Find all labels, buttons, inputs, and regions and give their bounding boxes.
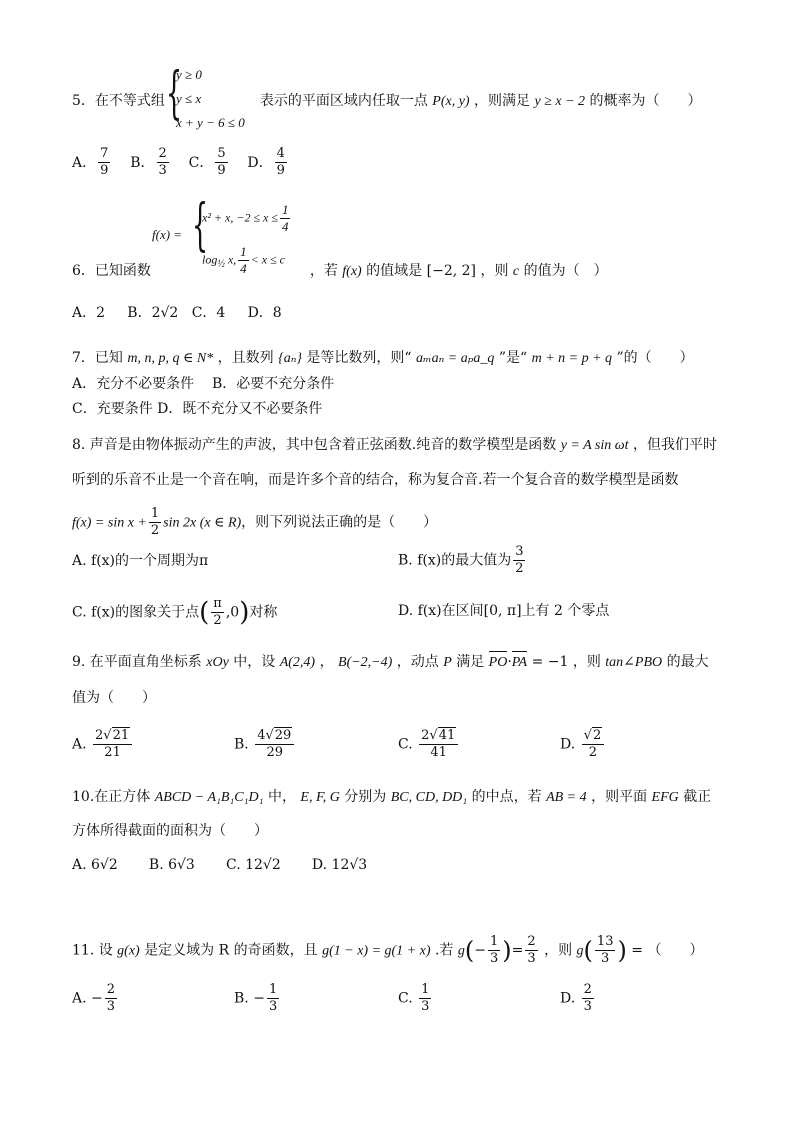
- q11-line-1: 11. 设 g(x) 是定义域为 R 的奇函数，且 g(1 − x) = g(1 + x) .若 g(− $\frac{1}{3}$ )= $\frac{2}{3}$ ，则 g( $\frac{13}{3}$ ) = （ ）: [72, 934, 704, 966]
- q9-b-den: 29: [266, 745, 284, 760]
- q11-val1-den: 3: [527, 951, 536, 966]
- q8-line-3: [72, 506, 437, 539]
- q9-c-rad: 41: [438, 728, 456, 743]
- q5-option-d-label: D．: [247, 154, 273, 171]
- q11-a-sign: −: [91, 990, 103, 1007]
- q11-a-frac: [105, 982, 117, 1015]
- q7-stem: [72, 349, 694, 368]
- q8-line1a: 8. 声音是由物体振动产生的声波，其中包含着正弦函数.纯音的数学模型是函数: [72, 437, 557, 453]
- q8-c-post: ,0: [225, 604, 240, 621]
- q10-ab: AB = 4: [546, 790, 587, 805]
- q8-option-c[interactable]: [72, 596, 277, 629]
- q9-vector-po: PO: [488, 655, 508, 670]
- q11-b-sign: −: [253, 990, 265, 1007]
- q11-line1d: ，则: [544, 942, 573, 959]
- q8-option-a[interactable]: A. f(x)的一个周期为π: [72, 553, 209, 569]
- q9-vector-pa: PA: [511, 655, 528, 670]
- q8-func-num: 1: [150, 506, 160, 521]
- q9-tan: tan∠PBO: [605, 655, 663, 670]
- q9-line1d: 满足: [456, 654, 485, 670]
- q7-condition-1: aₘaₙ = aₚa_q: [416, 351, 495, 366]
- q10-line-1: [72, 788, 711, 807]
- q5-option-d[interactable]: [247, 146, 289, 178]
- q9-line-1: [72, 653, 709, 672]
- q6-tail: 的值为（ ）: [523, 263, 608, 279]
- q5-b-num: 2: [158, 146, 167, 161]
- q6-piece2-tail: < x ≤ c: [250, 252, 286, 267]
- q11-arg2-den: 3: [601, 951, 610, 966]
- q9-sys: xOy: [206, 655, 229, 670]
- q11-d-label: D.: [560, 990, 576, 1007]
- q5-option-b-label: B．: [130, 154, 155, 171]
- q5-a-num: 7: [100, 146, 109, 161]
- q7-option-d[interactable]: D．既不充分又不必要条件: [157, 401, 323, 417]
- q7-mid3: ”是“: [498, 350, 528, 366]
- q11-lp1: (: [464, 936, 475, 965]
- q10-option-a[interactable]: A. 6√2: [72, 857, 118, 873]
- q11-g1: g: [457, 943, 465, 959]
- q5-option-c-label: C．: [188, 154, 214, 171]
- q7-condition-2: m + n = p + q: [531, 351, 613, 366]
- q5-b-den: 3: [158, 163, 167, 178]
- q9-line1e: ，则: [572, 654, 601, 670]
- q8-c-tail: 对称: [249, 604, 278, 621]
- q11-val1: [525, 934, 537, 967]
- q5-tail: 的概率为（ ）: [589, 93, 702, 109]
- q8-b-den: 2: [515, 561, 524, 576]
- q11-c-den: 3: [421, 999, 430, 1014]
- q11-arg1-den: 3: [489, 951, 499, 966]
- q8-option-d[interactable]: D. f(x)在区间[0, π]上有 2 个零点: [398, 603, 610, 619]
- q10-line1c: 分别为: [344, 789, 387, 805]
- q6-log-base: ½: [217, 258, 225, 270]
- q8-line1c: ，但我们平时: [633, 437, 717, 453]
- q6-brace: {: [192, 193, 209, 258]
- q9-a-rad: 21: [112, 728, 130, 743]
- q8-model: y = A sin ωt: [560, 438, 629, 453]
- q7-prefix: 7．已知: [72, 350, 123, 366]
- q6-option-b[interactable]: B．2√2: [127, 305, 179, 321]
- q9-b-frac: [255, 728, 294, 761]
- q6-piece1-frac: [280, 202, 291, 235]
- q6-piece1-text: x² + x, −2 ≤ x ≤: [202, 210, 278, 225]
- q5-option-b[interactable]: [130, 146, 171, 178]
- q5-ineq-2: y ≤ x: [176, 91, 202, 106]
- q6-piece1-den: 4: [281, 219, 289, 234]
- q9-line1b: 中，设: [233, 654, 276, 670]
- q8-c-num: π: [213, 596, 222, 611]
- q10-edges: BC, CD, DD₁: [390, 790, 468, 805]
- q5-option-c[interactable]: [188, 146, 230, 178]
- q9-point-p: P: [443, 655, 452, 670]
- q9-option-d[interactable]: [560, 728, 606, 761]
- q11-c-num: 1: [421, 982, 430, 997]
- q11-d-num: 2: [583, 982, 592, 997]
- q10-options: [72, 856, 367, 874]
- q9-line1a: 9. 在平面直角坐标系: [72, 654, 202, 670]
- q8-func-a: f(x) = sin x +: [72, 515, 147, 531]
- q7-option-b[interactable]: B．必要不充分条件: [211, 376, 335, 392]
- q9-option-b[interactable]: [234, 728, 296, 761]
- q9-c-num: 2√41: [419, 728, 458, 745]
- q7-seq: {aₙ}: [278, 351, 302, 366]
- q11-b-label: B.: [234, 990, 249, 1007]
- q9-d-num: √2: [582, 728, 605, 745]
- q11-line1b: 是定义域为 R 的奇函数，且: [144, 942, 318, 959]
- q8-line3c: ，则下列说法正确的是（ ）: [241, 514, 438, 531]
- q5-option-d-frac: [275, 146, 287, 179]
- q8-func-frac: [149, 506, 161, 539]
- q6-mid: ，若: [309, 263, 338, 279]
- q8-c-lparen: (: [199, 597, 210, 628]
- q5-option-a-label: A．: [72, 154, 97, 171]
- q8-option-b-frac: [513, 544, 525, 577]
- q6-fx: f(x): [342, 264, 362, 279]
- q6-piece1-num: 1: [281, 202, 289, 217]
- q11-g: g(x): [117, 943, 140, 959]
- q11-tail: = （ ）: [631, 942, 704, 959]
- q8-c-rparen: ): [239, 597, 250, 628]
- q6-range: [−2, 2]: [426, 263, 476, 279]
- q7-option-a[interactable]: A．充分不必要条件: [72, 376, 195, 392]
- q6-option-c[interactable]: C．4: [191, 305, 226, 321]
- q11-arg2-num: 13: [596, 934, 614, 949]
- q6-mid3: ，则: [480, 263, 509, 279]
- q9-b-coef: 4: [257, 728, 266, 743]
- q11-a-num: 2: [106, 982, 116, 997]
- q5-cond: y ≥ x − 2: [534, 94, 586, 109]
- q6-piece-1: [202, 202, 292, 235]
- q6-piece2-mid: x,: [227, 252, 237, 267]
- q10-pts: E, F, G: [300, 790, 340, 805]
- q6-options: [72, 304, 282, 322]
- q10-cube: ABCD − A₁B₁C₁D₁: [154, 790, 264, 805]
- q9-c-coef: 2: [421, 728, 430, 743]
- q5-a-den: 9: [100, 163, 109, 178]
- q8-option-b-text: B. f(x)的最大值为: [398, 552, 512, 569]
- q11-c-frac: [419, 982, 431, 1015]
- q6-stem: [72, 262, 608, 281]
- q7-set: m, n, p, q ∈ N*: [127, 351, 214, 366]
- q8-line-2: 听到的乐音不止是一个音在响，而是许多个音的结合，称为复合音.若一个复合音的数学模型是函数: [72, 472, 679, 488]
- q5-option-b-frac: [157, 146, 169, 179]
- q11-line1c: .若: [434, 942, 454, 959]
- q9-line-2: 值为（ ）: [72, 690, 156, 706]
- q10-line1b: 中，: [267, 789, 296, 805]
- q11-a-label: A.: [72, 990, 87, 1007]
- q11-rp1: ): [502, 936, 512, 965]
- q7-mid: ，且数列: [217, 350, 274, 366]
- q9-c-frac: [419, 728, 458, 761]
- q11-option-d[interactable]: [560, 982, 596, 1015]
- q5-options: [72, 146, 289, 179]
- q11-d-frac: [582, 982, 594, 1015]
- q9-eq: = −1: [531, 654, 569, 670]
- q6-piece2-num: 1: [240, 244, 247, 259]
- q10-line1f: 截正: [683, 789, 712, 805]
- q7-options-row-2: [72, 400, 322, 418]
- q9-c-den: 41: [430, 745, 447, 760]
- q5-d-num: 4: [276, 146, 285, 161]
- q5-ineq-1: y ≥ 0: [176, 67, 202, 82]
- q11-c-label: C.: [398, 990, 413, 1007]
- q10-option-b[interactable]: B. 6√3: [148, 857, 195, 873]
- q10-option-d[interactable]: D. 12√3: [311, 857, 368, 873]
- q5-prefix: 5．在不等式组: [72, 93, 165, 109]
- q6-c: c: [512, 264, 520, 279]
- q5-mid: 表示的平面区域内任取一点: [259, 93, 428, 109]
- q11-eq: g(1 − x) = g(1 + x): [322, 943, 431, 959]
- q10-line-2: 方体所得截面的面积为（ ）: [72, 823, 268, 839]
- q7-options-row-1: [72, 375, 334, 393]
- q5-option-a[interactable]: [72, 146, 112, 178]
- q5-brace: {: [166, 61, 183, 126]
- q11-arg2: [595, 934, 616, 967]
- q9-b-label: B.: [234, 736, 249, 753]
- q8-option-b[interactable]: [398, 544, 527, 577]
- q10-plane: EFG: [651, 790, 679, 805]
- q11-lp2: (: [583, 936, 593, 965]
- q9-a-coef: 2: [95, 728, 104, 743]
- q11-b-den: 3: [268, 999, 278, 1014]
- q8-func-b: sin 2x (x ∈ R): [163, 515, 242, 531]
- q9-line1c: ，动点: [396, 654, 439, 670]
- q9-d-rad: 2: [592, 728, 602, 743]
- q6-prefix: 6．已知函数: [72, 263, 151, 279]
- q11-arg1: [488, 934, 500, 967]
- q6-mid2: 的值域是: [366, 263, 423, 279]
- q11-option-b[interactable]: [234, 982, 281, 1015]
- q5-cond-pre: ，则满足: [474, 93, 531, 109]
- q9-dot: ·: [507, 654, 512, 670]
- q9-a-den: 21: [104, 745, 121, 760]
- q10-line1d: 的中点，若: [471, 789, 542, 805]
- q8-c-den: 2: [213, 613, 222, 628]
- q8-func-den: 2: [150, 523, 160, 538]
- q11-line1a: 11. 设: [72, 942, 113, 959]
- q11-option-c[interactable]: [398, 982, 433, 1015]
- q9-d-frac: [582, 728, 605, 761]
- q11-rp2: ): [617, 936, 627, 965]
- q9-point-b: B(−2,−4): [338, 655, 393, 670]
- q8-option-c-frac: [211, 596, 224, 629]
- q11-g2: g: [576, 943, 584, 959]
- q11-b-num: 1: [268, 982, 278, 997]
- q9-d-den: 2: [588, 745, 598, 760]
- q9-d-label: D.: [560, 736, 576, 753]
- q6-piece2-den: 4: [240, 261, 247, 276]
- q9-b-num: 4√29: [255, 728, 294, 745]
- q5-option-a-frac: [98, 146, 110, 179]
- q9-a-frac: [93, 728, 132, 761]
- q10-line1e: ，则平面: [591, 789, 648, 805]
- q11-a-den: 3: [106, 999, 116, 1014]
- q11-val1-num: 2: [527, 934, 536, 949]
- q5-ineq-3: x + y − 6 ≤ 0: [176, 115, 245, 130]
- q11-b-frac: [267, 982, 279, 1015]
- q6-option-d[interactable]: D．8: [247, 305, 282, 321]
- q11-option-a[interactable]: [72, 982, 119, 1015]
- q5-c-num: 5: [217, 146, 226, 161]
- q6-func-name: f(x) =: [152, 227, 183, 242]
- q8-option-c-text: C. f(x)的图象关于点: [72, 604, 200, 621]
- q7-tail: ”的（ ）: [616, 350, 694, 366]
- q9-line1f: 的最大: [666, 654, 709, 670]
- q10-line1a: 10.在正方体: [72, 789, 151, 805]
- q9-sep: ，: [319, 654, 334, 670]
- q9-point-a: A(2,4): [279, 655, 316, 670]
- q9-b-rad: 29: [274, 728, 292, 743]
- q6-log: log: [202, 252, 218, 267]
- q9-option-c[interactable]: [398, 728, 460, 761]
- q7-mid2: 是等比数列，则“: [306, 350, 412, 366]
- q8-b-num: 3: [515, 544, 524, 559]
- q9-a-label: A.: [72, 736, 87, 753]
- q5-option-c-frac: [215, 146, 227, 179]
- q5-stem: [72, 92, 702, 111]
- q7-option-c[interactable]: C．充要条件: [72, 401, 153, 417]
- q9-c-label: C.: [398, 736, 413, 753]
- q9-option-a[interactable]: [72, 728, 134, 761]
- q9-a-num: 2√21: [93, 728, 132, 745]
- q5-point: P(x, y): [432, 94, 470, 109]
- q6-option-a[interactable]: A．2: [72, 305, 106, 321]
- q11-d-den: 3: [583, 999, 592, 1014]
- q8-line-1: [72, 436, 717, 455]
- q5-c-den: 9: [217, 163, 226, 178]
- q5-d-den: 9: [276, 163, 285, 178]
- q10-option-c[interactable]: C. 12√2: [226, 857, 281, 873]
- q11-arg1-num: 1: [489, 934, 499, 949]
